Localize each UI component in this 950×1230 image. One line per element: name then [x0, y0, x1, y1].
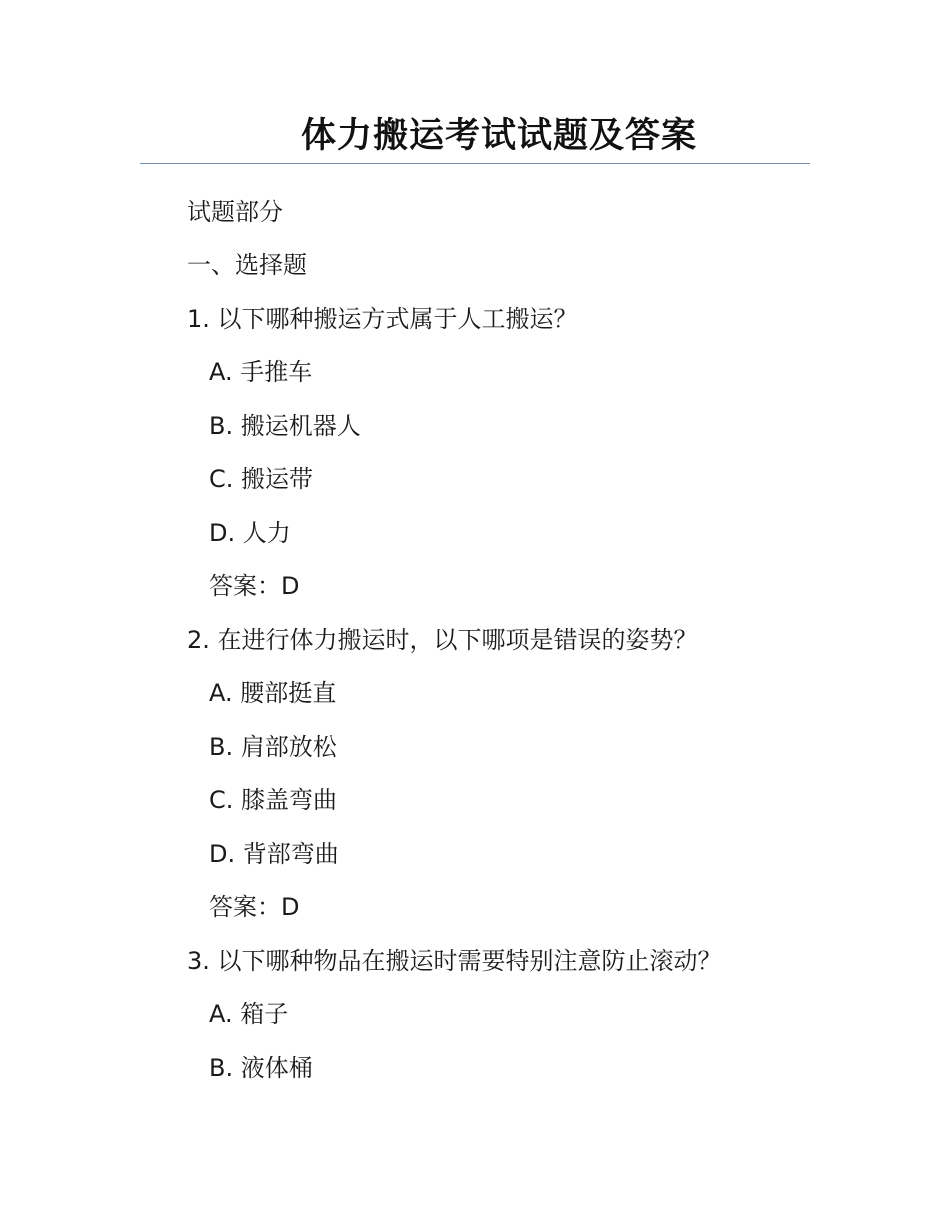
question-1-option-b: B. 搬运机器人 — [209, 412, 361, 440]
page-title: 体力搬运考试试题及答案 — [300, 116, 697, 156]
question-1-option-c: C. 搬运带 — [209, 465, 314, 493]
question-3-option-b: B. 液体桶 — [209, 1054, 313, 1082]
question-1-option-a: A. 手推车 — [209, 358, 313, 386]
question-2-option-b: B. 肩部放松 — [209, 733, 337, 761]
title-divider — [140, 163, 810, 164]
question-2-answer: 答案：D — [209, 893, 300, 921]
part-label: 一、选择题 — [187, 251, 307, 279]
question-3: 3. 以下哪种物品在搬运时需要特别注意防止滚动？ — [187, 947, 722, 975]
question-1-option-d: D. 人力 — [209, 519, 291, 547]
question-3-option-a: A. 箱子 — [209, 1000, 289, 1028]
question-2-option-a: A. 腰部挺直 — [209, 679, 337, 707]
question-1-answer: 答案：D — [209, 572, 300, 600]
question-2-option-d: D. 背部弯曲 — [209, 840, 339, 868]
question-2: 2. 在进行体力搬运时，以下哪项是错误的姿势？ — [187, 626, 698, 654]
question-1: 1. 以下哪种搬运方式属于人工搬运？ — [187, 305, 578, 333]
section-label: 试题部分 — [187, 198, 283, 226]
question-2-option-c: C. 膝盖弯曲 — [209, 786, 338, 814]
